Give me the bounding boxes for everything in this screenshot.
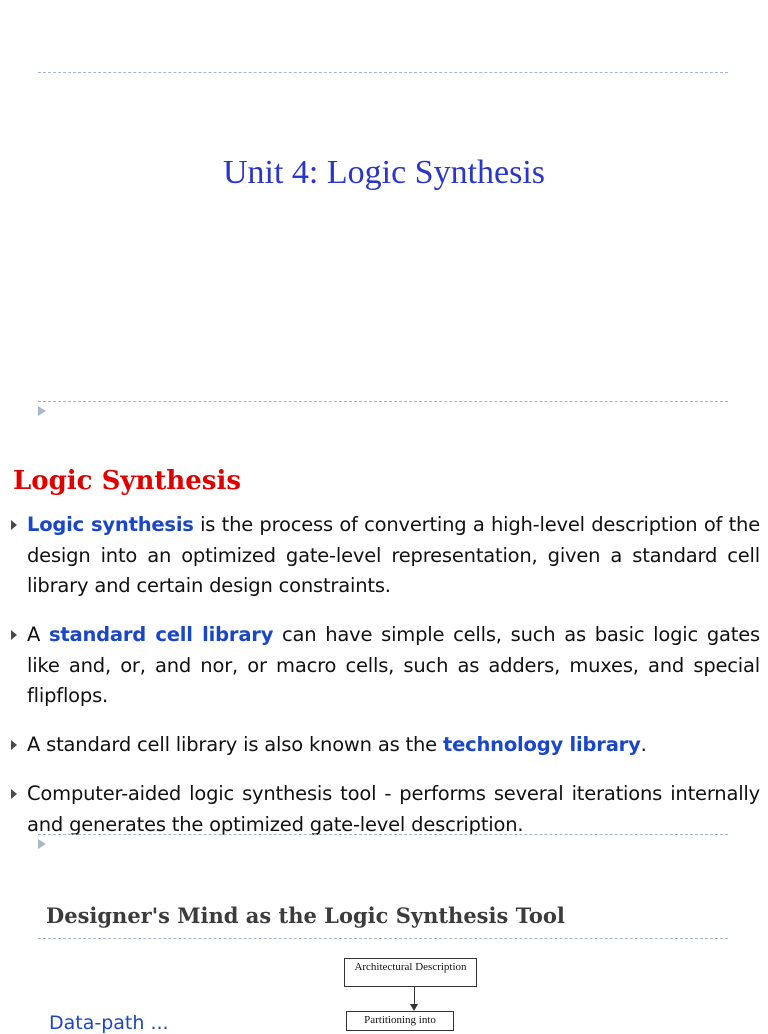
- keyword-highlight: technology library: [442, 733, 641, 756]
- bullet-paragraph-2: A standard cell library can have simple cells, such as basic logic gates like and, or, and nor, or macro cells, such as adders, muxes, and special flipflops.: [27, 623, 760, 707]
- slide-1-top-divider: [38, 72, 728, 73]
- bullet-paragraph-3: A standard cell library is also known as the technology library.: [27, 733, 647, 756]
- bullet-paragraph-1: Logic synthesis is the process of converting a high-level description of the design into an optimized gate-level representation, given a standard cell library and certain design constraints.: [27, 513, 761, 597]
- flow-arrow-line: [414, 987, 415, 1005]
- bullet-icon: [11, 740, 17, 750]
- slide-1-bottom-divider: [38, 401, 728, 402]
- slide-title: Unit 4: Logic Synthesis: [222, 154, 546, 191]
- slide-3-heading: Designer's Mind as the Logic Synthesis Tool: [46, 903, 565, 928]
- slide-marker-icon: [38, 406, 46, 416]
- flow-arrow-head-icon: [410, 1004, 418, 1011]
- bullet-icon: [11, 789, 17, 799]
- bullet-icon: [11, 520, 17, 530]
- section-heading: Logic Synthesis: [13, 466, 241, 496]
- keyword-highlight: Logic synthesis: [27, 513, 194, 536]
- flow-box-architectural: Architectural Description: [344, 958, 477, 987]
- slide-2-bottom-divider: [38, 834, 728, 835]
- flow-box-partitioning: Partitioning into: [346, 1011, 454, 1031]
- slide-marker-icon: [38, 839, 46, 849]
- bullet-icon: [11, 630, 17, 640]
- cutoff-label: Data-path ...: [49, 1012, 169, 1034]
- bullet-paragraph-4: Computer-aided logic synthesis tool - performs several iterations internally and generates the optimized gate-level description.: [27, 782, 760, 836]
- keyword-highlight: standard cell library: [48, 623, 274, 646]
- slide-3-heading-divider: [38, 938, 728, 939]
